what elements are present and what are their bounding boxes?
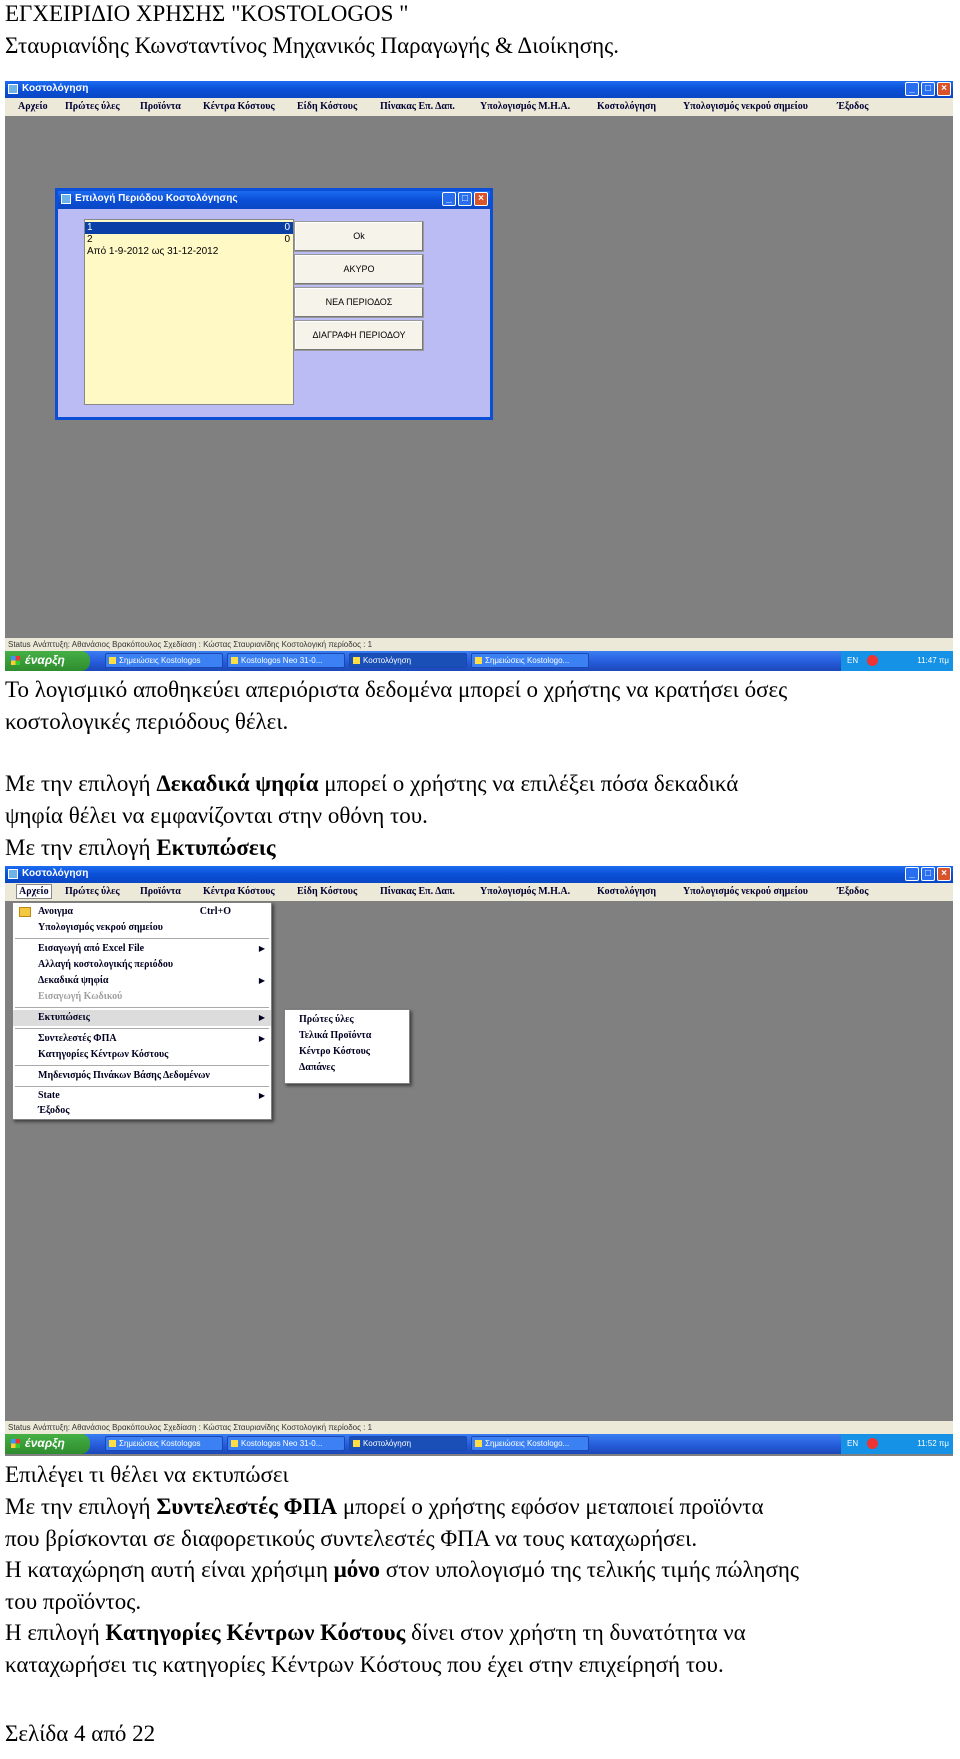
menu-mha-calc[interactable]: Υπολογισμός Μ.Η.Α. [480, 886, 571, 897]
text: Με την επιλογή [5, 835, 157, 860]
close-icon[interactable]: × [937, 82, 951, 96]
menu-item-label: Δαπάνες [299, 1062, 335, 1073]
menu-item-label: State [38, 1090, 60, 1101]
menu-item-label: Πρώτες ύλες [299, 1014, 354, 1025]
text: Με την επιλογή [5, 771, 157, 796]
task-button[interactable] [471, 653, 589, 668]
menu-exit[interactable]: Έξοδος [837, 101, 869, 112]
period-dialog [55, 188, 493, 420]
app-icon [353, 1440, 360, 1447]
menu-item-change-period[interactable] [13, 957, 271, 973]
menu-item-label: Δεκαδικά ψηφία [38, 975, 109, 986]
bold-text: Δεκαδικά ψηφία [156, 771, 319, 796]
menu-item-breakeven[interactable] [13, 920, 271, 936]
shortcut-label: Ctrl+O [199, 906, 231, 917]
menu-cost-centers[interactable]: Κέντρα Κόστους [203, 101, 275, 112]
menu-cost-types[interactable]: Είδη Κόστους [297, 886, 358, 897]
maximize-icon[interactable]: □ [921, 867, 935, 881]
list-item-label: 2 [87, 234, 93, 245]
windows-flag-icon [11, 656, 20, 665]
task-button[interactable] [105, 1436, 223, 1451]
app-menubar [5, 98, 953, 116]
bold-text: Συντελεστές ΦΠΑ [156, 1494, 338, 1519]
paragraph: καταχωρήσει τις κατηγορίες Κέντρων Κόστους που έχει στην επιχείρησή του. [5, 1652, 724, 1677]
menu-item-label: Έξοδος [38, 1105, 70, 1116]
status-text: Status Ανάπτυξη: Αθανάσιος Βρακόπουλος Σχεδίαση : Κώστας Σταυριανίδης Κοστολογική περίοδος : 1 [8, 640, 373, 649]
paragraph: ψηφία θέλει να εμφανίζονται στην οθόνη του. [5, 803, 428, 828]
period-list[interactable] [84, 219, 294, 405]
app-titlebar [5, 866, 953, 883]
dialog-icon [61, 194, 71, 204]
dialog-minimize-icon[interactable]: _ [442, 192, 456, 206]
menu-item-decimals[interactable] [13, 973, 271, 989]
paragraph: που βρίσκονται σε διαφορετικούς συντελεστές ΦΠΑ να τους καταχωρήσει. [5, 1526, 698, 1551]
menu-item-open[interactable] [13, 904, 271, 920]
menu-item-exit[interactable] [13, 1103, 271, 1119]
task-label: Kostologos Neo 31-0... [241, 1439, 323, 1448]
menu-raw-materials[interactable]: Πρώτες ύλες [65, 101, 120, 112]
text: δίνει στον χρήστη τη δυνατότητα να [405, 1620, 746, 1645]
document-icon [475, 1440, 482, 1447]
text: Η επιλογή [5, 1620, 106, 1645]
document-title: ΕΓΧΕΙΡΙΔΙΟ ΧΡΗΣΗΣ "KOSTOLOGOS " [5, 1, 409, 26]
system-tray [841, 651, 953, 671]
start-label: έναρξη [25, 1436, 65, 1450]
menu-expenses-table[interactable]: Πίνακας Επ. Δαπ. [380, 886, 455, 897]
menu-separator [15, 1086, 269, 1087]
delete-period-button[interactable]: ΔΙΑΓΡΑΦΗ ΠΕΡΙΟΔΟΥ [294, 320, 424, 351]
menu-separator [15, 1028, 269, 1029]
menu-separator [15, 938, 269, 939]
bold-text: μόνο [333, 1557, 381, 1582]
ok-button[interactable]: Ok [294, 221, 424, 252]
menu-cost-types[interactable]: Είδη Κόστους [297, 101, 358, 112]
status-text: Status Ανάπτυξη: Αθανάσιος Βρακόπουλος Σχεδίαση : Κώστας Σταυριανίδης Κοστολογική περίοδος : 1 [8, 1423, 373, 1432]
folder-open-icon [19, 907, 31, 917]
task-label: Kostologos Neo 31-0... [241, 656, 323, 665]
paragraph [5, 1556, 799, 1584]
menu-item-label: Αλλαγή κοστολογικής περιόδου [38, 959, 174, 970]
maximize-icon[interactable]: □ [921, 82, 935, 96]
minimize-icon[interactable]: _ [905, 867, 919, 881]
status-bar [5, 638, 953, 651]
list-item-label: 1 [87, 222, 93, 233]
paragraph [5, 834, 276, 862]
folder-icon [231, 1440, 238, 1447]
app-icon [8, 84, 18, 94]
cancel-button[interactable]: ΑΚΥΡΟ [294, 254, 424, 285]
paragraph: Το λογισμικό αποθηκεύει απεριόριστα δεδομένα μπορεί ο χρήστης να κρατήσει όσες [5, 677, 788, 702]
menu-cost-centers[interactable]: Κέντρα Κόστους [203, 886, 275, 897]
menu-item-label: Εισαγωγή Κωδικού [38, 991, 123, 1002]
paragraph [5, 770, 738, 798]
list-item-value: 0 [284, 222, 290, 233]
menu-item-label: Ανοιγμα [38, 906, 73, 917]
menu-breakeven[interactable]: Υπολογισμός νεκρού σημείου [683, 101, 808, 112]
dialog-title: Επιλογή Περιόδου Κοστολόγησης [75, 193, 238, 204]
list-item-label: Από 1-9-2012 ως 31-12-2012 [87, 246, 219, 257]
list-item[interactable] [85, 234, 293, 246]
submenu-arrow-icon: ▶ [258, 1034, 265, 1043]
taskbar [5, 1434, 953, 1454]
screenshot-file-menu [5, 866, 953, 1456]
menu-costing[interactable]: Κοστολόγηση [597, 886, 657, 897]
menu-item-cost-center-categories[interactable] [13, 1047, 271, 1063]
menu-mha-calc[interactable]: Υπολογισμός Μ.Η.Α. [480, 101, 571, 112]
submenu-arrow-icon: ▶ [258, 944, 265, 953]
menu-item-state[interactable] [13, 1088, 271, 1104]
screenshot-period-dialog [5, 81, 953, 671]
menu-breakeven[interactable]: Υπολογισμός νεκρού σημείου [683, 886, 808, 897]
menu-item-reset-database[interactable] [13, 1068, 271, 1084]
text: στον υπολογισμό της τελικής τιμής πώλησης [380, 1557, 800, 1582]
app-title: Κοστολόγηση [22, 83, 89, 94]
minimize-icon[interactable]: _ [905, 82, 919, 96]
file-dropdown-menu [12, 902, 272, 1120]
menu-separator [15, 1007, 269, 1008]
dialog-titlebar [58, 191, 490, 209]
task-label: Σημειώσεις Kostologos [119, 656, 201, 665]
submenu-arrow-icon: ▶ [258, 1013, 265, 1022]
antivirus-icon[interactable] [867, 1438, 878, 1449]
menu-raw-materials[interactable]: Πρώτες ύλες [65, 886, 120, 897]
submenu-item-final-products[interactable] [285, 1028, 409, 1044]
task-label: Σημειώσεις Kostologo... [485, 1439, 570, 1448]
menu-item-label: Εκτυπώσεις [38, 1012, 90, 1023]
list-item-value: 0 [284, 234, 290, 245]
task-label: Κοστολόγηση [363, 1439, 412, 1448]
menu-item-vat-rates[interactable] [13, 1031, 271, 1047]
task-button[interactable] [227, 1436, 345, 1451]
page-footer: Σελίδα 4 από 22 [5, 1721, 156, 1746]
app-menubar [5, 883, 953, 901]
bold-text: Εκτυπώσεις [156, 835, 276, 860]
menu-expenses-table[interactable]: Πίνακας Επ. Δαπ. [380, 101, 455, 112]
document-subtitle: Σταυριανίδης Κωνσταντίνος Μηχανικός Παραγωγής & Διοίκησης. [5, 33, 619, 58]
task-button[interactable] [349, 653, 467, 668]
clock: 11:52 πμ [917, 1439, 949, 1448]
menu-file[interactable]: Αρχείο [18, 101, 48, 112]
submenu-item-raw-materials[interactable] [285, 1012, 409, 1028]
prints-submenu [284, 1009, 410, 1084]
paragraph: κοστολογικές περιόδους θέλει. [5, 709, 289, 734]
antivirus-icon[interactable] [867, 655, 878, 666]
app-icon [353, 657, 360, 664]
menu-separator [15, 1065, 269, 1066]
task-label: Σημειώσεις Kostologos [119, 1439, 201, 1448]
language-indicator[interactable]: EN [847, 656, 859, 665]
language-indicator[interactable]: EN [847, 1439, 859, 1448]
system-tray [841, 1434, 953, 1454]
paragraph: Επιλέγει τι θέλει να εκτυπώσει [5, 1462, 289, 1487]
task-button[interactable] [349, 1436, 467, 1451]
folder-icon [109, 1440, 116, 1447]
folder-icon [109, 657, 116, 664]
paragraph [5, 1493, 764, 1521]
text: Η καταχώρηση αυτή είναι χρήσιμη [5, 1557, 334, 1582]
bold-text: Κατηγορίες Κέντρων Κόστους [105, 1620, 406, 1645]
document-icon [475, 657, 482, 664]
new-period-button[interactable]: ΝΕΑ ΠΕΡΙΟΔΟΣ [294, 287, 424, 318]
app-title: Κοστολόγηση [22, 868, 89, 879]
start-label: έναρξη [25, 653, 65, 667]
task-button[interactable] [105, 653, 223, 668]
menu-item-label: Μηδενισμός Πινάκων Βάσης Δεδομένων [38, 1070, 210, 1081]
text: Με την επιλογή [5, 1494, 157, 1519]
task-label: Κοστολόγηση [363, 656, 412, 665]
windows-flag-icon [11, 1439, 20, 1448]
menu-item-label: Κατηγορίες Κέντρων Κόστους [38, 1049, 169, 1060]
task-label: Σημειώσεις Kostologo... [485, 656, 570, 665]
menu-costing[interactable]: Κοστολόγηση [597, 101, 657, 112]
submenu-item-expenses[interactable] [285, 1060, 409, 1076]
list-item[interactable] [85, 222, 293, 234]
app-icon [8, 869, 18, 879]
menu-item-label: Κέντρο Κόστους [299, 1046, 371, 1057]
paragraph [5, 1619, 746, 1647]
dialog-close-icon[interactable]: × [474, 192, 488, 206]
menu-item-enter-code[interactable] [13, 989, 271, 1005]
task-button[interactable] [471, 1436, 589, 1451]
app-titlebar [5, 81, 953, 98]
menu-item-label: Τελικά Προϊόντα [299, 1030, 372, 1041]
menu-item-label: Υπολογισμός νεκρού σημείου [38, 922, 163, 933]
text: μπορεί ο χρήστης εφόσον μεταποιεί προϊόντα [337, 1494, 764, 1519]
text: μπορεί ο χρήστης να επιλέξει πόσα δεκαδικά [318, 771, 739, 796]
task-button[interactable] [227, 653, 345, 668]
menu-item-import-excel[interactable] [13, 941, 271, 957]
menu-products[interactable]: Προϊόντα [140, 101, 181, 112]
list-item[interactable] [85, 246, 293, 258]
clock: 11:47 πμ [917, 656, 949, 665]
menu-exit[interactable]: Έξοδος [837, 886, 869, 897]
folder-icon [231, 657, 238, 664]
menu-item-label: Συντελεστές ΦΠΑ [38, 1033, 117, 1044]
start-button[interactable] [5, 1434, 90, 1454]
paragraph: του προϊόντος. [5, 1589, 142, 1614]
dialog-maximize-icon[interactable]: □ [458, 192, 472, 206]
taskbar [5, 651, 953, 671]
menu-products[interactable]: Προϊόντα [140, 886, 181, 897]
start-button[interactable] [5, 651, 90, 671]
menu-file[interactable]: Αρχείο [16, 884, 52, 899]
submenu-arrow-icon: ▶ [258, 976, 265, 985]
close-icon[interactable]: × [937, 867, 951, 881]
status-bar [5, 1421, 953, 1434]
submenu-item-cost-center[interactable] [285, 1044, 409, 1060]
menu-item-prints[interactable] [13, 1010, 271, 1026]
submenu-arrow-icon: ▶ [258, 1091, 265, 1100]
menu-item-label: Εισαγωγή από Excel File [38, 943, 145, 954]
